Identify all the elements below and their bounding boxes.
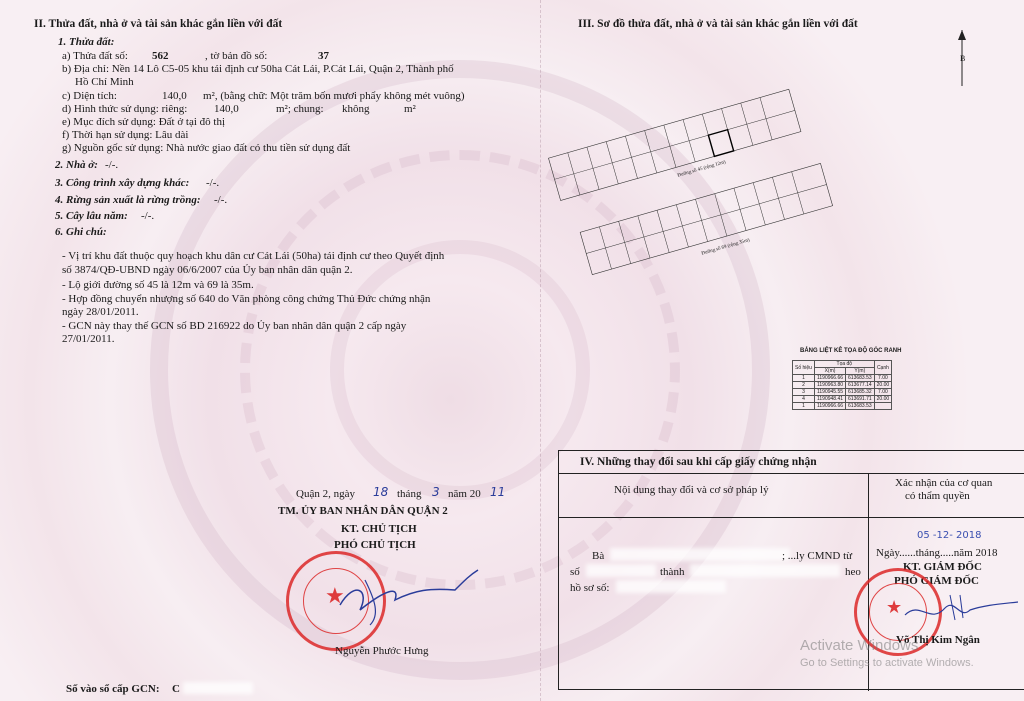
note-2: - Lộ giới đường số 45 là 12m và 69 là 35m. xyxy=(62,279,254,291)
perennial-value: -/-. xyxy=(141,210,155,222)
change-text-1b: ; ...ly CMND từ xyxy=(782,550,853,562)
signature-left xyxy=(330,560,480,630)
parcel-number-label: a) Thửa đất số: xyxy=(62,50,128,62)
other-works-label: 3. Công trình xây dựng khác: xyxy=(55,177,190,189)
road-69-label: Đường số 69 (rộng 35m) xyxy=(701,238,751,257)
usage-term: f) Thời hạn sử dụng: Lâu dài xyxy=(62,129,189,141)
perennial-label: 5. Cây lâu năm: xyxy=(55,210,128,222)
coord-cell: 4 xyxy=(793,396,815,403)
coord-cell: 2 xyxy=(793,382,815,389)
coord-cell: 1 xyxy=(793,375,815,382)
coord-header-id: Số hiệu xyxy=(793,361,815,375)
coord-cell: 613685.32 xyxy=(846,389,875,396)
coord-cell: 7.00 xyxy=(874,389,892,396)
redacted-file xyxy=(616,580,726,593)
coord-cell: 20.00 xyxy=(874,382,892,389)
land-office-seal: ★ xyxy=(854,568,942,656)
usage-origin: g) Nguồn gốc sử dụng: Nhà nước giao đất có thu tiền sử dụng đất xyxy=(62,142,351,154)
note-1-line-2: số 3874/QĐ-UBND ngày 06/6/2007 của Ủy ban nhân dân quận 2. xyxy=(62,264,353,276)
coord-header-edge: Cạnh xyxy=(874,361,892,375)
usage-common-unit: m² xyxy=(404,103,416,115)
land-parcel-heading: 1. Thửa đất: xyxy=(58,36,115,48)
note-1-line-1: - Vị trí khu đất thuộc quy hoạch khu dân cư Cát Lái (50ha) tái định cư theo Quyết định xyxy=(62,250,445,262)
coordinate-table-title: BẢNG LIỆT KÊ TỌA ĐỘ GÓC RANH xyxy=(800,348,902,354)
note-4-line-1: - GCN này thay thế GCN số BD 216922 do Ủy ban nhân dân quận 2 cấp ngày xyxy=(62,320,407,332)
confirm-kt: KT. GIÁM ĐỐC xyxy=(903,561,982,573)
road-45-label: Đường số 45 (rộng 12m) xyxy=(677,160,727,179)
note-4-line-2: 27/01/2011. xyxy=(62,333,115,345)
redacted-name xyxy=(610,548,790,561)
activate-windows-title: Activate Windows xyxy=(800,637,919,654)
issue-month: 3 xyxy=(432,485,440,499)
stamp-date: 05 -12- 2018 xyxy=(917,530,982,541)
signing-kt: KT. CHỦ TỊCH xyxy=(341,523,417,535)
section-3-title: III. Sơ đồ thửa đất, nhà ở và tài sản khác gắn liền với đất xyxy=(578,18,858,30)
changes-title: IV. Những thay đổi sau khi cấp giấy chứng nhận xyxy=(580,456,817,468)
people-committee-seal: ★ xyxy=(286,551,386,651)
confirm-signer: Võ Thị Kim Ngân xyxy=(896,634,980,646)
change-text-1a: Bà xyxy=(592,550,605,562)
registry-number-value: C xyxy=(172,683,180,695)
signature-right xyxy=(900,590,1020,630)
redacted-id xyxy=(586,564,656,577)
house-label: 2. Nhà ở: xyxy=(55,159,98,171)
changes-col-content: Nội dung thay đổi và cơ sở pháp lý xyxy=(614,484,769,496)
notes-label: 6. Ghi chú: xyxy=(55,226,107,238)
table-row xyxy=(793,396,892,403)
signer-name: Nguyễn Phước Hưng xyxy=(335,645,429,657)
usage-private-value: 140,0 xyxy=(214,103,239,115)
coord-header-y: Y(m) xyxy=(846,368,875,375)
table-row xyxy=(793,403,892,410)
coord-header-toado: Tọa độ xyxy=(814,361,874,368)
coordinate-table xyxy=(792,360,892,410)
parcel-map xyxy=(530,70,850,290)
redacted-cccd xyxy=(690,564,840,577)
forest-label: 4. Rừng sản xuất là rừng trồng: xyxy=(55,194,201,206)
coord-cell: 613683.53 xyxy=(846,375,875,382)
signing-organization: TM. ỦY BAN NHÂN DÂN QUẬN 2 xyxy=(278,505,448,517)
area-label: c) Diện tích: xyxy=(62,90,117,102)
coord-cell: 7.00 xyxy=(874,375,892,382)
changes-col-confirm-1: Xác nhận của cơ quan xyxy=(895,477,993,489)
forest-value: -/-. xyxy=(214,194,228,206)
signing-role: PHÓ CHỦ TỊCH xyxy=(334,539,416,551)
other-works-value: -/-. xyxy=(206,177,220,189)
coord-cell: 613691.71 xyxy=(846,396,875,403)
change-text-2a: số xyxy=(570,566,580,578)
coord-cell: 1190966.66 xyxy=(814,403,845,410)
changes-col-confirm-2: có thẩm quyền xyxy=(905,490,970,502)
coord-header-x: X(m) xyxy=(814,368,845,375)
parcel-number-value: 562 xyxy=(152,50,169,62)
issue-year-label: năm 20 xyxy=(448,488,481,500)
map-sheet-label: , tờ bản đồ số: xyxy=(205,50,268,62)
coord-cell xyxy=(874,403,892,410)
coord-cell: 3 xyxy=(793,389,815,396)
changes-row-divider xyxy=(559,517,1024,518)
change-text-2c: heo xyxy=(845,566,861,578)
change-text-2b: thành xyxy=(660,566,685,578)
coord-cell: 1190963.80 xyxy=(814,382,845,389)
issue-date-prefix: Quận 2, ngày xyxy=(296,488,355,500)
registry-number-label: Số vào sổ cấp GCN: xyxy=(66,683,160,695)
usage-common-label: m²; chung: xyxy=(276,103,324,115)
table-row xyxy=(793,375,892,382)
confirm-role: PHÓ GIÁM ĐỐC xyxy=(894,575,979,587)
house-value: -/-. xyxy=(105,159,119,171)
area-value: 140,0 xyxy=(162,90,187,102)
area-unit-text: m², (bằng chữ: Một trăm bốn mươi phẩy không mét vuông) xyxy=(203,90,465,102)
issue-year: 11 xyxy=(490,485,506,499)
change-text-3: hồ sơ số: xyxy=(570,582,610,594)
usage-common-value: không xyxy=(342,103,370,115)
coord-cell: 613677.14 xyxy=(846,382,875,389)
address-line-2: Hồ Chí Minh xyxy=(75,76,134,88)
note-3-line-2: ngày 28/01/2011. xyxy=(62,306,139,318)
north-label: B xyxy=(960,54,966,63)
table-row xyxy=(793,389,892,396)
coord-cell: 1190945.55 xyxy=(814,389,845,396)
note-3-line-1: - Hợp đồng chuyển nhượng số 640 do Văn phòng công chứng Thủ Đức chứng nhận xyxy=(62,293,431,305)
address-line-1: b) Địa chỉ: Nền 14 Lô C5-05 khu tái định cư 50ha Cát Lái, P.Cát Lái, Quận 2, Thành phố xyxy=(62,63,454,75)
redacted-registry xyxy=(183,682,253,694)
coord-cell: 1190948.41 xyxy=(814,396,845,403)
issue-day: 18 xyxy=(373,485,389,499)
activate-windows-subtitle: Go to Settings to activate Windows. xyxy=(800,657,974,669)
coord-cell: 613683.53 xyxy=(846,403,875,410)
coord-cell: 1190966.66 xyxy=(814,375,845,382)
coord-cell: 1 xyxy=(793,403,815,410)
issue-month-label: tháng xyxy=(397,488,422,500)
confirm-date: Ngày......tháng.....năm 2018 xyxy=(876,547,998,559)
usage-purpose: e) Mục đích sử dụng: Đất ở tại đô thị xyxy=(62,116,226,128)
table-row xyxy=(793,382,892,389)
usage-form-label: d) Hình thức sử dụng: riêng: xyxy=(62,103,188,115)
map-sheet-value: 37 xyxy=(318,50,329,62)
coord-cell: 20.00 xyxy=(874,396,892,403)
section-2-title: II. Thửa đất, nhà ở và tài sản khác gắn liền với đất xyxy=(34,18,283,30)
